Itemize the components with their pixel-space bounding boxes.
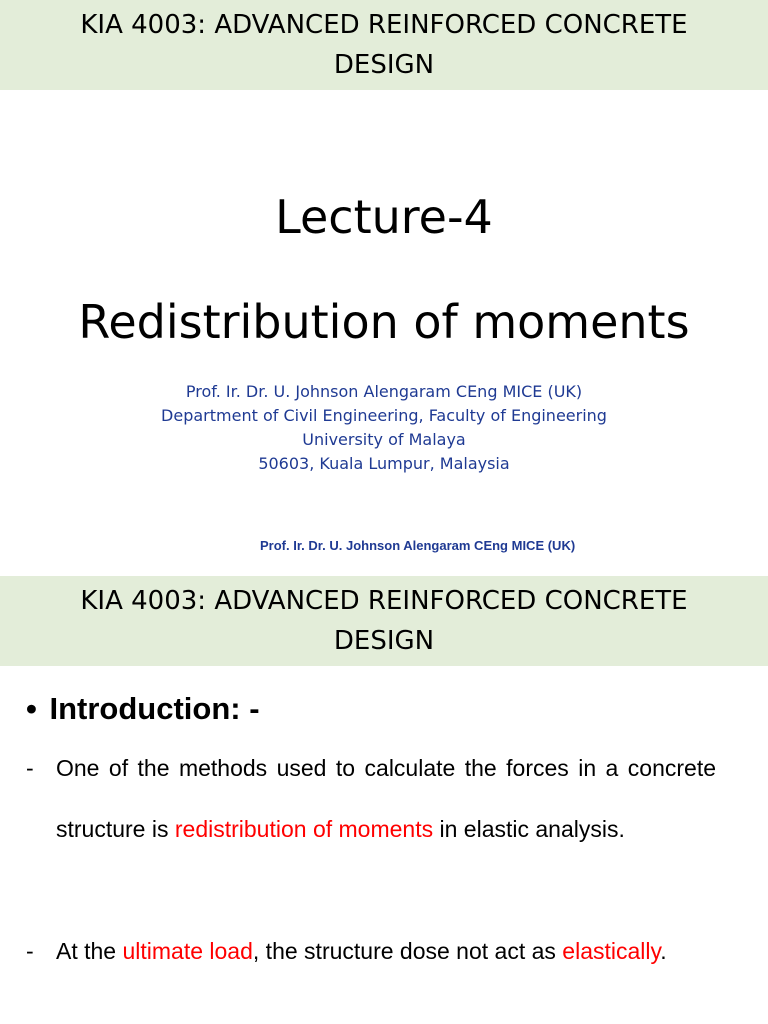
lecture-number: Lecture-4: [275, 190, 493, 244]
dash-marker: -: [26, 938, 34, 964]
bullet-point: [26, 738, 716, 860]
highlighted-term: redistribution of moments: [174, 816, 434, 842]
point-text: [56, 921, 716, 982]
lecture-topic: Redistribution of moments: [78, 295, 690, 349]
point-text-segment: One of the methods used to calculate the forces in a concrete structure is: [56, 755, 716, 842]
point-text-segment: , the structure dose not act as: [252, 938, 563, 964]
dash-marker: -: [26, 755, 34, 781]
course-title: KIA 4003: ADVANCED REINFORCED CONCRETE DESIGN: [80, 586, 688, 656]
point-text: [56, 738, 716, 860]
course-banner: [0, 576, 768, 666]
bullet-point: [26, 921, 716, 982]
bullet-icon: •: [26, 691, 37, 726]
author-department-line: Department of Civil Engineering, Faculty of Engineering: [161, 406, 607, 425]
author-address-line: 50603, Kuala Lumpur, Malaysia: [258, 454, 510, 473]
author-name-line: Prof. Ir. Dr. U. Johnson Alengaram CEng MICE (UK): [185, 382, 583, 401]
slide-footer-author: Prof. Ir. Dr. U. Johnson Alengaram CEng MICE (UK): [260, 538, 576, 553]
highlighted-term: elastically: [562, 938, 661, 964]
section-heading-text: Introduction: -: [49, 691, 260, 726]
author-university-line: University of Malaya: [302, 430, 466, 449]
course-title: KIA 4003: ADVANCED REINFORCED CONCRETE DESIGN: [80, 10, 688, 80]
highlighted-term: ultimate load: [122, 938, 253, 964]
section-heading: [26, 686, 260, 732]
content-slide: [0, 576, 768, 1024]
author-block: [0, 380, 768, 476]
course-banner: [0, 0, 768, 90]
point-text-segment: in elastic analysis.: [433, 816, 625, 842]
point-text-segment: At the: [56, 938, 123, 964]
point-text-segment: .: [660, 938, 667, 964]
